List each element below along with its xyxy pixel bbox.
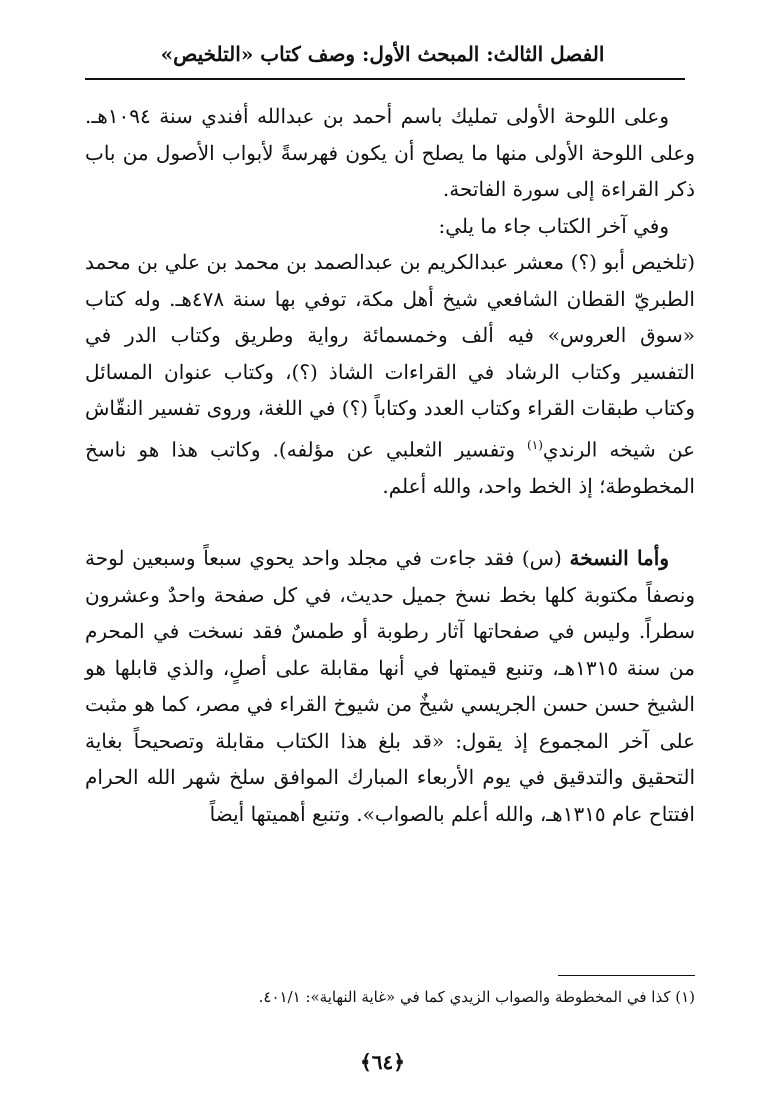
paragraph-colophon	[85, 244, 695, 504]
footnote-divider	[558, 975, 695, 976]
paragraph-gap	[85, 504, 695, 540]
paragraph-ownership: وعلى اللوحة الأولى تمليك باسم أحمد بن عبدالله أفندي سنة ١٠٩٤هـ. وعلى اللوحة الأولى منها ما يصلح أن يكون فهرسةً لأبواب الأصول من باب ذكر القراءة إلى سورة الفاتحة.	[85, 104, 695, 201]
header-divider	[85, 78, 685, 80]
footnote-marker: (١)	[527, 437, 543, 452]
colophon-text-rest: وتفسير الثعلبي عن مؤلفه). وكاتب هذا هو ناسخ المخطوطة؛ إذ الخط واحد، والله أعلم.	[85, 437, 695, 498]
paragraph-colophon-intro: وفي آخر الكتاب جاء ما يلي:	[438, 213, 669, 238]
copy-s-lead: وأما النسخة	[569, 546, 669, 571]
page-number: ﴿٦٤﴾	[360, 1050, 405, 1074]
copy-s-text: (س) فقد جاءت في مجلد واحد يحوي سبعاً وسبعين لوحة ونصفاً مكتوبة كلها بخط نسخ جميل حديث، في كل صفحة واحدٌ وعشرون سطراً. وليس في صفحاتها آثار رطوبة أو طمسٌ فقد نسخت في المحرم من سنة ١٣١٥هـ، وتنبع قيمتها في أنها مقابلة على أصلٍ، والذي قابلها هو الشيخ حسن حسن الجريسي شيخٌ من شيوخ القراء في مصر، كما هو مثبت على آخر المجموع إذ يقول: «قد بلغ هذا الكتاب مقابلة وتصحيحاً بغاية التحقيق والتدقيق في يوم الأربعاء المبارك الموافق سلخ شهر الله الحرام افتتاح عام ١٣١٥هـ، والله أعلم بالصواب». وتنبع أهميتها أيضاً	[85, 546, 695, 826]
footnote: (١) كذا في المخطوطة والصواب الزيدي كما في «غاية النهاية»: ٤٠١/١.	[258, 988, 695, 1006]
running-header: الفصل الثالث: المبحث الأول: وصف كتاب «التلخيص»	[160, 42, 605, 66]
main-text	[85, 98, 695, 832]
paragraph-copy-s	[85, 540, 695, 832]
colophon-text: (تلخيص أبو (؟) معشر عبدالكريم بن عبدالصمد بن محمد بن علي بن محمد الطبريّ القطان الشافعي شيخ أهل مكة، توفي بها سنة ٤٧٨هـ. وله كتاب «سوق العروس» فيه ألف وخمسمائة رواية وطريق وكتاب الدر في التفسير وكتاب الرشاد في القراءات الشاذ (؟)، وكتاب عنوان المسائل وكتاب طبقات القراء وكتاب العدد وكتاباً (؟) في اللغة، وروى تفسير النقّاش عن شيخه الرندي	[85, 250, 695, 462]
